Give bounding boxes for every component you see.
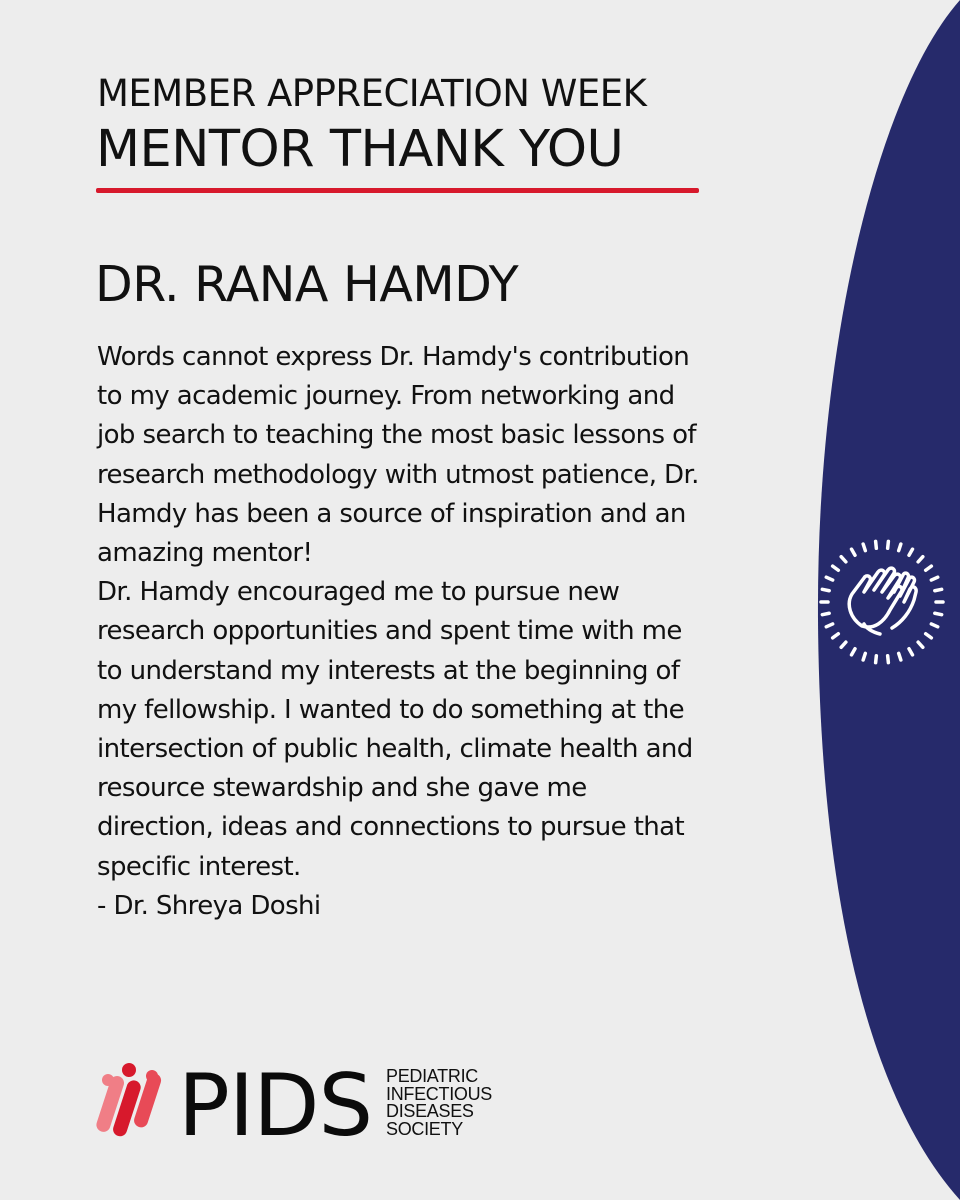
testimonial-attribution: - Dr. Shreya Doshi [97, 890, 321, 921]
testimonial-line: specific interest. [97, 851, 301, 882]
badge-ray [909, 649, 913, 655]
badge-ray [852, 549, 856, 555]
title-underline [96, 188, 699, 193]
badge-ray [935, 589, 942, 590]
testimonial-line: resource stewardship and she gave me [97, 773, 587, 804]
badge-ray [863, 544, 865, 551]
badge-ray [876, 541, 877, 548]
testimonial-line: to my academic journey. From networking and [97, 381, 675, 412]
badge-ray [841, 642, 846, 647]
badge-ray [833, 634, 839, 638]
badge-ray [935, 613, 942, 614]
page-title: MENTOR THANK YOU [96, 120, 624, 179]
society-name-line: SOCIETY [386, 1118, 463, 1139]
testimonial-line: Words cannot express Dr. Hamdy's contribution [97, 342, 690, 372]
badge-ray [833, 566, 839, 570]
honoree-name: DR. RANA HAMDY [95, 256, 519, 313]
hands [849, 568, 916, 634]
badge-ray [909, 549, 913, 555]
badge-rays [821, 541, 943, 662]
testimonial-line: amazing mentor! [97, 538, 313, 569]
badge-ray [841, 557, 846, 562]
badge-ray [918, 557, 923, 562]
pids-wordmark: PIDS [178, 1056, 373, 1156]
badge-ray [931, 577, 937, 580]
society-name-line: INFECTIOUS [386, 1083, 493, 1104]
badge-ray [822, 613, 829, 614]
society-name-line: PEDIATRIC [386, 1066, 478, 1086]
testimonial-line: research methodology with utmost patience, Dr. [97, 459, 699, 490]
society-full-name [386, 1068, 492, 1138]
badge-ray [931, 624, 937, 627]
badge-ray [876, 656, 877, 663]
clapping-hands-icon [818, 538, 946, 666]
testimonial-line: direction, ideas and connections to pursue that [97, 812, 685, 843]
badge-ray [899, 653, 901, 660]
badge-ray [926, 634, 932, 638]
badge-ray [888, 656, 889, 663]
badge-ray [888, 541, 889, 548]
badge-ray [826, 624, 832, 627]
badge-ray [918, 642, 923, 647]
logo-bar-3 [132, 1072, 163, 1130]
testimonial-line: my fellowship. I wanted to do something at the [97, 694, 685, 725]
testimonial-line: job search to teaching the most basic lessons of [97, 420, 696, 451]
testimonial-line: intersection of public health, climate health and [97, 734, 693, 765]
logo-dot-1 [122, 1063, 136, 1077]
logo-dot-3 [102, 1074, 114, 1086]
badge-ray [926, 566, 932, 570]
badge-ray [822, 589, 829, 590]
testimonial-line: Hamdy has been a source of inspiration and an [97, 498, 686, 529]
badge-ray [863, 653, 865, 660]
badge-ray [826, 577, 832, 580]
eyebrow-heading: MEMBER APPRECIATION WEEK [97, 72, 647, 115]
testimonial-text [97, 338, 699, 926]
society-name-line: DISEASES [386, 1101, 474, 1121]
pids-logo-mark [94, 1062, 166, 1148]
testimonial-line: Dr. Hamdy encouraged me to pursue new [97, 577, 620, 608]
testimonial-line: research opportunities and spent time with me [97, 616, 682, 647]
testimonial-line: to understand my interests at the beginning of [97, 655, 680, 686]
logo-dot-2 [146, 1070, 158, 1082]
badge-ray [899, 544, 901, 551]
badge-ray [852, 649, 856, 655]
